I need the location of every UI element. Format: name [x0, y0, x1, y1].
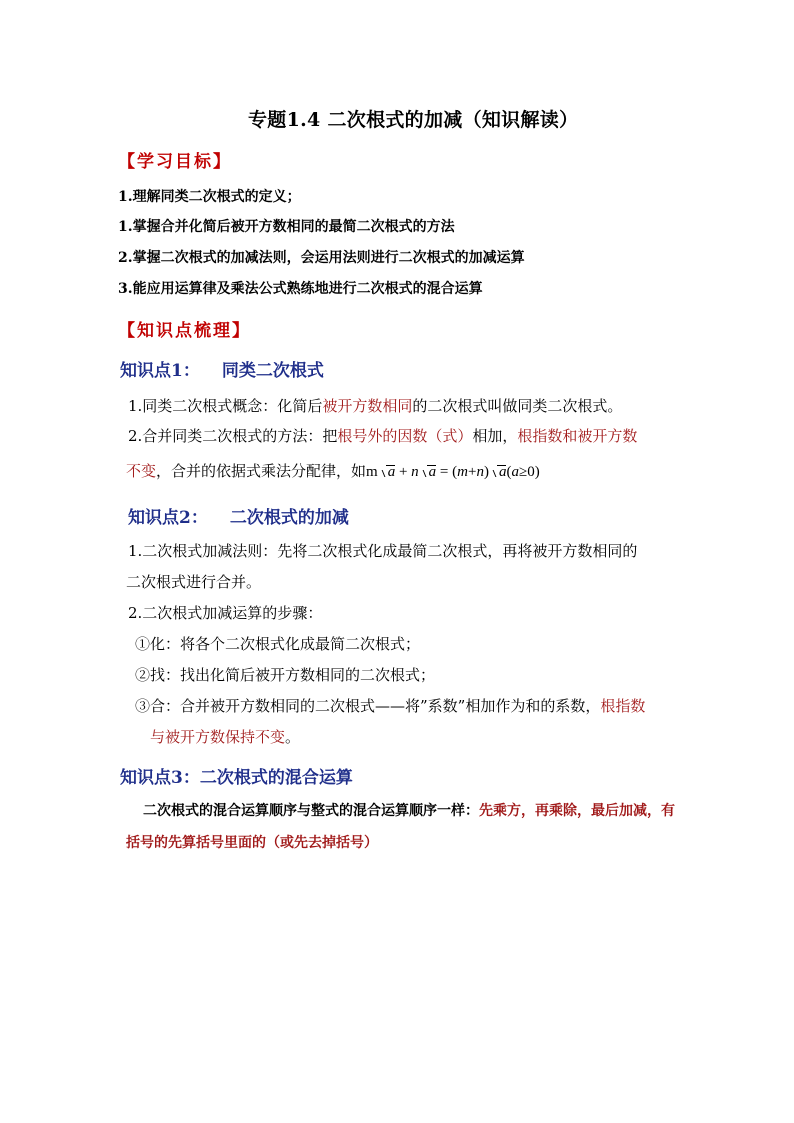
kp3-title: 二次根式的混合运算 — [199, 768, 353, 788]
kp2-step-1: ①化：将各个二次根式化成最简二次根式； — [135, 635, 421, 653]
kp1-item2-text: 2.合并同类二次根式的方法：把 — [128, 427, 338, 445]
kp1-title: 同类二次根式 — [221, 361, 324, 381]
kp2-step-2: ②找：找出化简后被开方数相同的二次根式； — [135, 666, 436, 684]
formula-a: a — [498, 464, 507, 480]
kp2-title: 二次根式的加减 — [229, 508, 349, 528]
goal-item: 2.掌握二次根式的加减法则，会运用法则进行二次根式的加减运算 — [118, 250, 525, 266]
formula-paren: ( — [506, 464, 512, 480]
kp2-step-3-text: ③合：合并被开方数相同的二次根式——将”系数”相加作为和的系数， — [135, 697, 601, 715]
formula-a: a — [511, 464, 519, 480]
kp3-text-line2: 括号的先算括号里面的（或先去掉括号） — [126, 835, 378, 851]
kp1-item1-text-end: 的二次根式叫做同类二次根式。 — [412, 397, 623, 415]
kp1-item1-text: 1.同类二次根式概念：化简后 — [128, 397, 323, 415]
kp1-formula — [366, 464, 540, 480]
kp1-item2-highlight3: 不变 — [126, 462, 157, 480]
kp3-text-highlight: 先乘方，再乘除，最后加减，有 — [479, 803, 675, 819]
kp2-step-3-highlight2: 与被开方数保持不变 — [150, 728, 286, 746]
formula-paren: ) — [483, 464, 489, 480]
goal-item: 1.掌握合并化简后被开方数相同的最简二次根式的方法 — [118, 219, 455, 235]
kp3-text: 二次根式的混合运算顺序与整式的混合运算顺序一样： — [143, 803, 479, 819]
formula-n: n — [476, 464, 484, 480]
kp2-step-3-line2 — [150, 726, 300, 747]
sqrt-a — [490, 464, 507, 481]
goal-item: 1.理解同类二次根式的定义； — [118, 189, 301, 205]
goal-item: 3.能应用运算律及乘法公式熟练地进行二次根式的混合运算 — [118, 281, 483, 297]
formula-paren: ( — [452, 464, 458, 480]
kp1-item2-highlight1: 根号外的因数（式） — [337, 427, 473, 445]
kp1-item2-line1 — [128, 425, 637, 446]
formula-a: a — [428, 464, 437, 480]
kp2-rule-line2: 二次根式进行合并。 — [126, 573, 262, 591]
formula-m: m — [457, 464, 468, 480]
formula-a: a — [387, 464, 396, 480]
kp1-item1 — [128, 395, 622, 416]
kp3-text-line1 — [143, 800, 675, 820]
formula-m: m — [366, 464, 378, 480]
formula-ge: ≥ — [518, 464, 528, 480]
formula-paren: ) — [534, 464, 540, 480]
kp3-heading — [120, 763, 353, 788]
kp1-item2-line2 — [126, 460, 540, 481]
kp2-step-3-end: 。 — [285, 728, 301, 746]
kp2-step-3 — [135, 695, 645, 716]
kp2-label: 知识点2： — [128, 508, 208, 528]
formula-plus: + — [398, 464, 408, 480]
formula-plus: + — [467, 464, 477, 480]
page-title: 专题1.4 二次根式的加减（知识解读） — [248, 109, 579, 131]
kp2-steps-heading: 2.二次根式加减运算的步骤： — [128, 604, 323, 622]
formula-eq: = — [439, 464, 449, 480]
goals-heading: 【学习目标】 — [118, 152, 232, 172]
sqrt-a — [420, 464, 437, 481]
knowledge-heading: 【知识点梳理】 — [118, 321, 251, 341]
kp2-step-3-highlight: 根指数 — [600, 697, 646, 715]
formula-n: n — [411, 464, 419, 480]
kp1-item1-highlight: 被开方数相同 — [322, 397, 413, 415]
kp2-rule-line1: 1.二次根式加减法则：先将二次根式化成最简二次根式，再将被开方数相同的 — [128, 542, 638, 560]
kp2-heading — [128, 503, 349, 528]
formula-zero: 0 — [527, 464, 535, 480]
kp1-item2-text-line2: ，合并的依据式乘法分配律，如 — [156, 462, 367, 480]
kp3-label: 知识点3： — [120, 768, 200, 788]
kp1-item2-text-mid: 相加， — [472, 427, 518, 445]
kp1-heading — [120, 356, 324, 381]
sqrt-a — [379, 464, 396, 481]
kp1-label: 知识点1： — [120, 361, 200, 381]
kp1-item2-highlight2: 根指数和被开方数 — [517, 427, 638, 445]
